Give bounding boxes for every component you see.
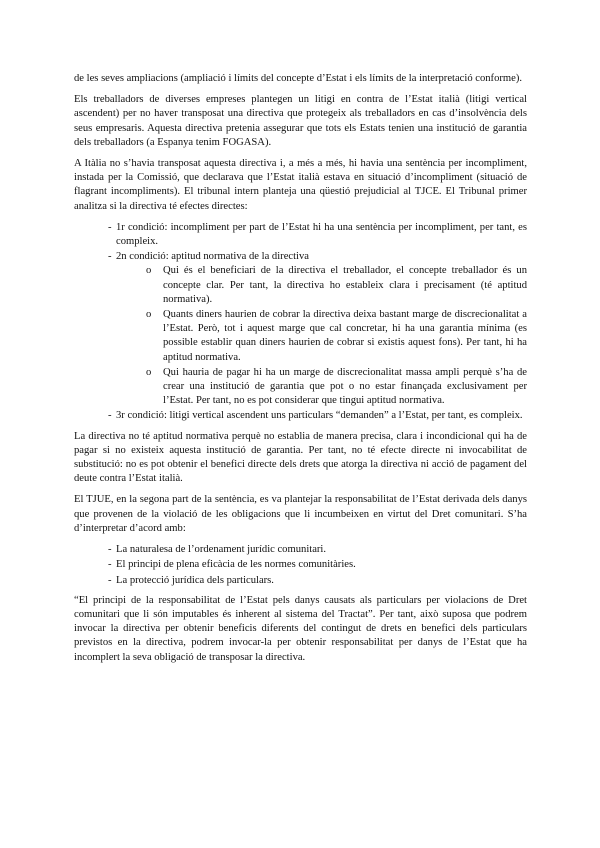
circle-bullet: o: [146, 366, 152, 378]
principle-text: La protecció jurídica dels particulars.: [116, 574, 274, 586]
paragraph-responsibility-principle: “El principi de la responsabilitat de l’Estat pels danys causats als particulars per violacions de Dret comunitari que li són imputables és inherent al sistema del Tractat”. Per tant, això suposa que podrem invocar la directiva per obtenir beneficis diferents del contingut de drets en benefici dels particulars previstos en la directiva, podrem invocar-la per obtenir responsabilitat per danys de l’Estat que ha incomplert la seva obligació de transposar la directiva.: [74, 594, 527, 663]
condition-text: 2n condició: aptitud normativa de la directiva: [116, 251, 309, 263]
paragraph-continuation: de les seves ampliacions (ampliació i límits del concepte d’Estat i els límits de la interpretació conforme).: [74, 73, 523, 84]
sub-condition-item-3: [74, 366, 527, 409]
dash-bullet: -: [108, 544, 112, 556]
dash-bullet: -: [108, 251, 112, 263]
sub-condition-item-1: [74, 264, 527, 307]
principle-text: El principi de plena eficàcia de les normes comunitàries.: [116, 559, 356, 571]
sub-condition-text: Qui hauria de pagar hi ha un marge de discrecionalitat massa ampli perquè s’ha de crear una institució de garantia que pot o no estar finançada exclusivament per l’Estat. Per tant, no es pot considerar que tingui aptitud normativa.: [163, 366, 527, 407]
dash-bullet: -: [108, 559, 112, 571]
paragraph-case-facts: Els treballadors de diverses empreses plantegen un litigi en contra de l’Estat italià (litigi vertical ascendent) per no haver transposat una directiva que protegeix als treballadors en cas d’insolvència dels seus empresaris. Aquesta directiva pretenia assegurar que tots els Estats tenien una institució de garantia dels treballadors (a Espanya tenim FOGASA).: [74, 94, 527, 148]
circle-bullet: o: [146, 265, 152, 277]
condition-text: 1r condició: incompliment per part de l’Estat hi ha una sentència per incompliment, per tant, es compleix.: [116, 221, 527, 248]
condition-text: 3r condició: litigi vertical ascendent uns particulars “demanden” a l’Estat, per tant, es compleix.: [116, 410, 523, 422]
circle-bullet: o: [146, 309, 152, 321]
sub-condition-text: Quants diners haurien de cobrar la directiva deixa bastant marge de discrecionalitat a l’Estat. Però, tot i aquest marge que cal concretar, hi ha una garantia mínima (es possible establir quan diners haurien de cobrar si existis aquest fons). Per tant, hi ha aptitud normativa.: [163, 309, 527, 363]
paragraph-italy-noncompliance: A Itàlia no s’havia transposat aquesta directiva i, a més a més, hi havia una sentència per incompliment, instada per la Comissió, que declarava que l’Estat italià estava en situació d’incompliment (situació de flagrant incompliments). El tribunal intern planteja una qüestió prejudicial al TJCE. El Tribunal primer analitza si la directiva té efectes directes:: [74, 158, 527, 212]
condition-item-3: [74, 409, 527, 423]
principle-item-2: [74, 558, 527, 572]
principle-item-1: [74, 543, 527, 557]
dash-bullet: -: [108, 410, 112, 422]
sub-condition-item-2: [74, 308, 527, 365]
principle-item-3: [74, 574, 527, 588]
principle-text: La naturalesa de l’ordenament jurídic comunitari.: [116, 544, 327, 556]
principles-list: [74, 543, 527, 588]
paragraph-state-liability: El TJUE, en la segona part de la sentència, es va plantejar la responsabilitat de l’Estat derivada dels danys que provenen de la violació de les obligacions que li incumbeixen en virtut del Dret comunitari. S’ha d’interpretar d’acord amb:: [74, 494, 527, 534]
condition-item-2: [74, 250, 527, 408]
dash-bullet: -: [108, 574, 112, 586]
paragraph-no-direct-effect: La directiva no té aptitud normativa perquè no establia de manera precisa, clara i incondicional qui ha de pagar si no existeix aquesta institució de garantia. Per tant, no té efecte directe ni invocabilitat de substitució: no es pot obtenir el benefici directe dels drets que atorga la directiva ni acció de pagament del deute contra l’Estat italià.: [74, 430, 527, 485]
sub-conditions-list: [116, 264, 527, 408]
condition-item-1: [74, 221, 527, 249]
conditions-list: [74, 221, 527, 424]
dash-bullet: -: [108, 221, 112, 233]
sub-condition-text: Qui és el beneficiari de la directiva el treballador, el concepte treballador és un concepte clar. Per tant, la directiva ho estableix clara i precisament (té aptitud normativa).: [163, 265, 527, 305]
